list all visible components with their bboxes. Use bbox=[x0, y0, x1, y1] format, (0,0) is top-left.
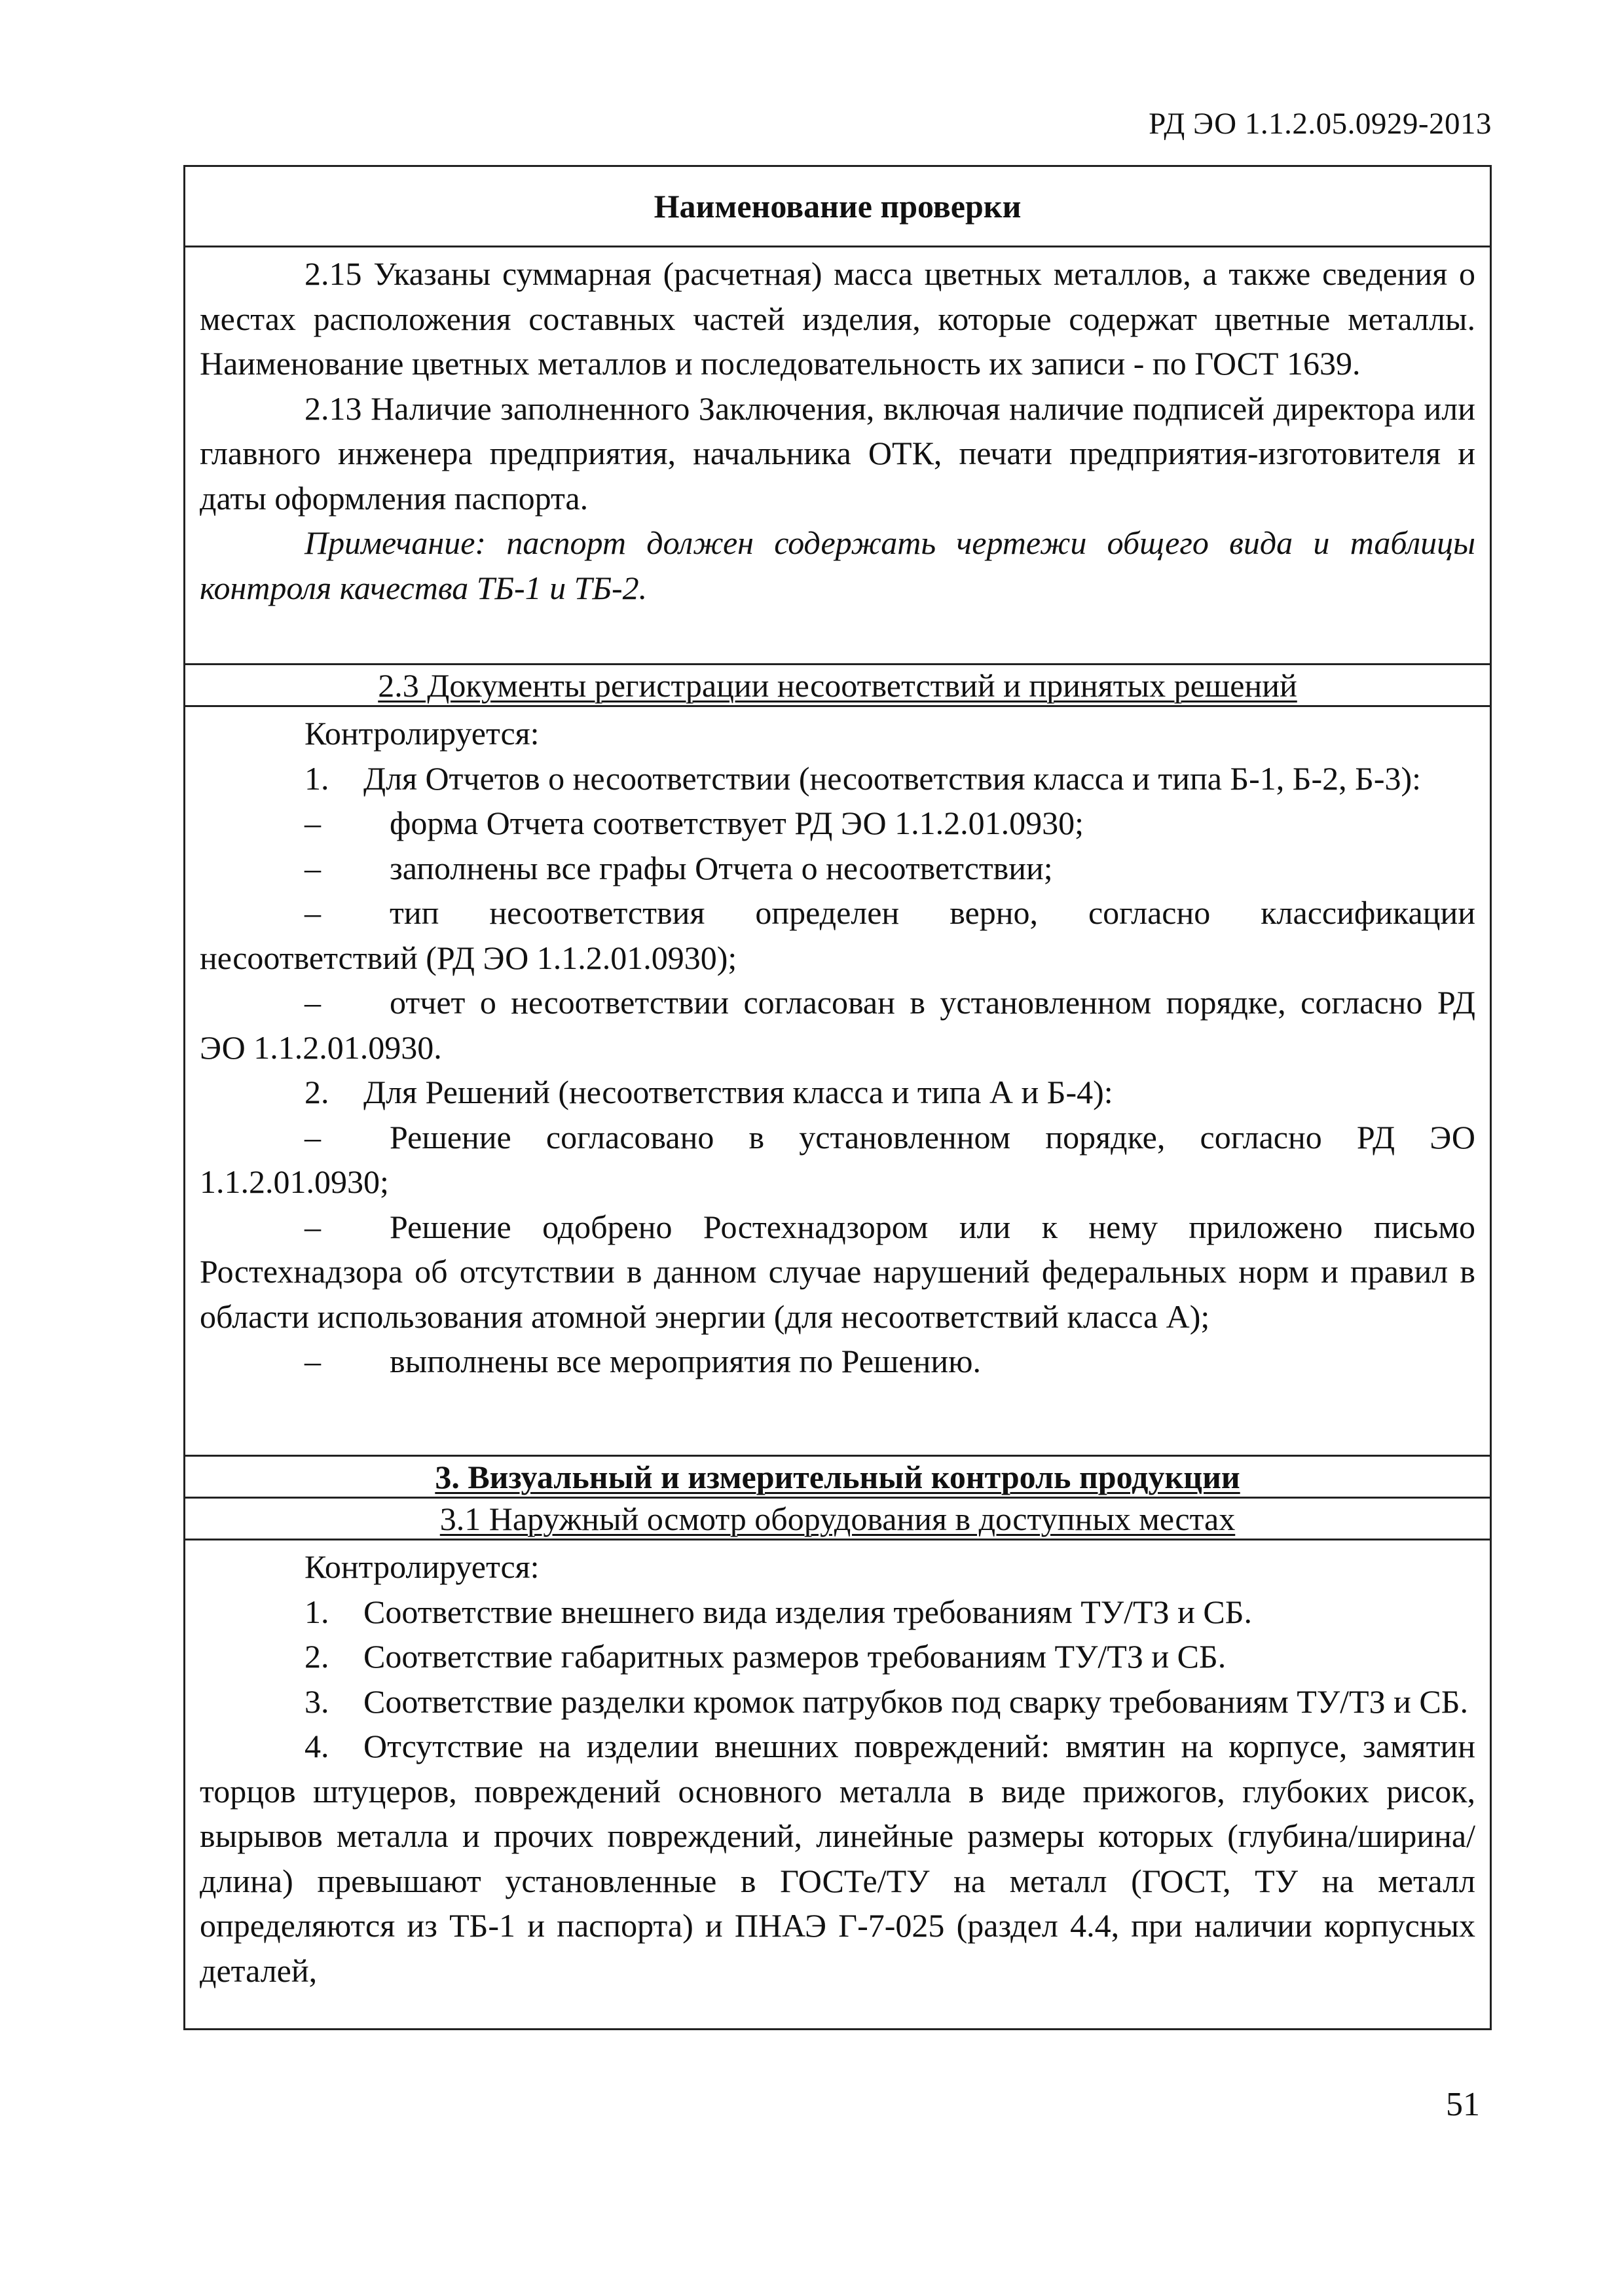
dash-item bbox=[200, 1339, 1475, 1384]
check-2-15: 2.15 Указаны суммарная (расчетная) масса цветных металлов, а также сведения о местах расположения составных частей изделия, которые содержат цветные металлы. Наименование цветных металлов и последовательность их записи - по ГОСТ 1639. bbox=[200, 255, 1475, 382]
dash-item-text: заполнены все графы Отчета о несоответствии; bbox=[390, 849, 1053, 886]
list-number: 4. bbox=[304, 1728, 329, 1764]
list-item bbox=[200, 1679, 1475, 1724]
list-number: 1. bbox=[304, 1593, 329, 1630]
list-item-2 bbox=[200, 1070, 1475, 1115]
list-number: 3. bbox=[304, 1683, 329, 1720]
controlled-intro: Контролируется: bbox=[304, 1548, 540, 1585]
list-item-text: Соответствие габаритных размеров требованиям ТУ/ТЗ и СБ. bbox=[363, 1638, 1227, 1675]
visual-checks-cell bbox=[185, 1539, 1490, 2028]
dash-item bbox=[200, 801, 1475, 846]
dash-marker: – bbox=[304, 805, 321, 841]
list-item-text: Для Отчетов о несоответствии (несоответствия класса и типа Б-1, Б-2, Б-3): bbox=[363, 759, 1422, 797]
list-number: 2. bbox=[304, 1638, 329, 1675]
list-item bbox=[200, 1590, 1475, 1635]
dash-marker: – bbox=[304, 894, 321, 931]
list-item-text: Соответствие внешнего вида изделия требованиям ТУ/ТЗ и СБ. bbox=[363, 1593, 1252, 1630]
dash-marker: – bbox=[304, 849, 321, 886]
subsection-2-3-label: 2.3 Документы регистрации несоответствий и принятых решений bbox=[378, 667, 1297, 704]
check-2-13: 2.13 Наличие заполненного Заключения, включая наличие подписей директора или главного инженера предприятия, начальника ОТК, печати предприятия-изготовителя и даты оформления паспорта. bbox=[200, 390, 1475, 517]
list-number: 2. bbox=[304, 1074, 329, 1110]
subsection-3-1-title bbox=[185, 1497, 1490, 1539]
dash-item-text: отчет о несоответствии согласован в установленном порядке, согласно РД ЭО 1.1.2.01.0930. bbox=[200, 984, 1475, 1066]
inspection-table bbox=[183, 165, 1492, 2030]
dash-item-text: выполнены все мероприятия по Решению. bbox=[390, 1343, 981, 1379]
list-item-1 bbox=[200, 756, 1475, 801]
list-item-text: Отсутствие на изделии внешних повреждений: вмятин на корпусе, замятин торцов штуцеров, повреждений основного металла в виде прижогов, глубоких рисок, вырывов металла и прочих повреждений, линейные размеры которых (глубина/ширина/длина) превышают установленные в ГОСТе/ТУ на металл (ГОСТ, ТУ на металл определяются из ТБ-1 и паспорта) и ПНАЭ Г-7-025 (раздел 4.4, при наличии корпусных деталей, bbox=[200, 1728, 1475, 1989]
dash-marker: – bbox=[304, 1343, 321, 1379]
list-item-text: Для Решений (несоответствия класса и типа А и Б-4): bbox=[363, 1074, 1113, 1110]
document-code: РД ЭО 1.1.2.05.0929-2013 bbox=[1149, 107, 1492, 141]
dash-item bbox=[200, 980, 1475, 1070]
list-item bbox=[200, 1634, 1475, 1679]
dash-item bbox=[200, 890, 1475, 980]
subsection-3-1-label: 3.1 Наружный осмотр оборудования в доступных местах bbox=[439, 1501, 1236, 1537]
subsection-2-3-title bbox=[185, 663, 1490, 705]
section-3-title bbox=[185, 1455, 1490, 1497]
dash-item bbox=[200, 846, 1475, 891]
dash-item-text: форма Отчета соответствует РД ЭО 1.1.2.01.0930; bbox=[390, 805, 1084, 841]
dash-item bbox=[200, 1115, 1475, 1205]
controlled-intro: Контролируется: bbox=[304, 715, 540, 752]
page-number: 51 bbox=[1446, 2086, 1480, 2123]
nonconformity-checks-cell bbox=[185, 705, 1490, 1455]
dash-item bbox=[200, 1205, 1475, 1339]
list-item bbox=[200, 1724, 1475, 1993]
dash-marker: – bbox=[304, 1208, 321, 1245]
column-header: Наименование проверки bbox=[654, 188, 1022, 225]
passport-checks-cell bbox=[185, 246, 1490, 663]
section-3-label: 3. Визуальный и измерительный контроль продукции bbox=[435, 1459, 1240, 1495]
dash-marker: – bbox=[304, 984, 321, 1021]
dash-item-text: Решение одобрено Ростехнадзором или к нему приложено письмо Ростехнадзора об отсутствии в данном случае нарушений федеральных норм и правил в области использования атомной энергии (для несоответствий класса А); bbox=[200, 1208, 1475, 1335]
dash-item-text: Решение согласовано в установленном порядке, согласно РД ЭО 1.1.2.01.0930; bbox=[200, 1118, 1475, 1200]
note-text: Примечание: паспорт должен содержать чертежи общего вида и таблицы контроля качества ТБ-1 и ТБ-2. bbox=[200, 524, 1475, 606]
dash-marker: – bbox=[304, 1118, 321, 1156]
list-item-text: Соответствие разделки кромок патрубков под сварку требованиям ТУ/ТЗ и СБ. bbox=[363, 1683, 1468, 1720]
dash-item-text: тип несоответствия определен верно, согласно классификации несоответствий (РД ЭО 1.1.2.01.0930); bbox=[200, 894, 1475, 976]
list-number: 1. bbox=[304, 759, 329, 797]
